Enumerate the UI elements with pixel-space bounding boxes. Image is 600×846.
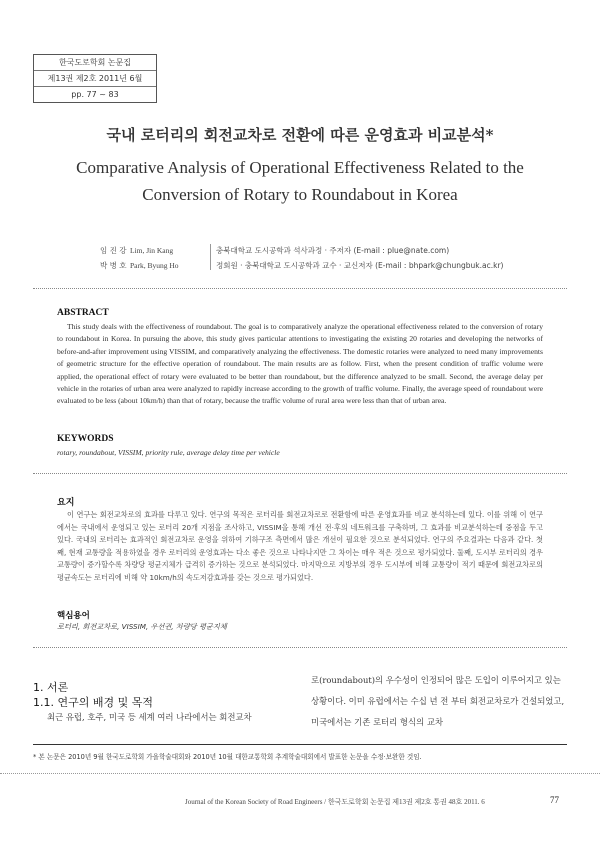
title-english-line2: Conversion of Rotary to Roundabout in Korea [142, 185, 458, 204]
journal-name: 한국도로학회 논문집 [34, 55, 156, 71]
journal-pages: pp. 77 ~ 83 [71, 90, 119, 99]
section-heading: 1. 서론 [33, 681, 69, 694]
author-name-ko: 박 병 호 [100, 261, 127, 270]
author-name-ko: 임 진 강 [100, 246, 127, 255]
author-row [100, 258, 504, 273]
footer-rule [0, 773, 600, 774]
section-divider [33, 647, 567, 648]
author-affiliation: 정회원 · 충북대학교 도시공학과 교수 · 교신저자 (E-mail : bhpark@chungbuk.ac.kr) [216, 261, 504, 270]
korean-keywords-heading: 핵심용어 [57, 611, 90, 621]
section-divider [33, 288, 567, 289]
footer-citation: Journal of the Korean Society of Road Engineers / 한국도로학회 논문집 제13권 제2호 통권 48호 2011. 6 [185, 798, 485, 806]
footnote: * 본 논문은 2010년 9월 한국도로학회 가을학술대회와 2010년 10월 대한교통학회 추계학술대회에서 발표한 논문을 수정·보완한 것임. [33, 753, 422, 761]
section-divider [33, 473, 567, 474]
author-name-en: Lim, Jin Kang [130, 246, 174, 255]
author-name-en: Park, Byung Ho [130, 261, 179, 270]
body-paragraph-right: 로(roundabout)의 우수성이 인정되어 많은 도입이 이루어지고 있는 상황이다. 이미 유럽에서는 수십 년 전 부터 회전교차로가 건설되었고, 미국에서는 기존 로터리 형식의 교차 [311, 675, 565, 727]
author-row [100, 243, 504, 258]
author-affiliation: 충북대학교 도시공학과 석사과정 · 주저자 (E-mail : plue@nate.com) [216, 246, 450, 255]
abstract-text: This study deals with the effectiveness of roundabout. The goal is to comparatively analyze the operational effectiveness related to the conversion of rotary to roundabout in Korea. In pursuing the above, this study gives particular attentions to investigating the existing 20 rotaries and developing the networks of before-and-after improvement using VISSIM, and comparatively analyzing the effectiveness. The domestic rotaries were analyzed to need many improvements of geometric structure for the effective operation of roundabout. The main results are as follow. First, when the present condition of traffic volume were applied, the operational effect of rotary were evaluated to be better than roundabout, but the difference analyzed to be small. Second, the average delay per vehicle in the rotaries of urban area were analyzed to rapidly increase according to the growth of traffic volume. Finally, the average speed of roundabout were evaluated to be less (about 10km/h) than that of rotary, because the traffic volume of rural area were less than that of urban area. [57, 322, 543, 406]
author-divider [210, 244, 211, 270]
keywords-text: rotary, roundabout, VISSIM, priority rule, average delay time per vehicle [57, 448, 280, 457]
journal-info-box [33, 54, 157, 103]
keywords-heading: KEYWORDS [57, 434, 114, 444]
korean-keywords-text: 로터리, 회전교차로, VISSIM, 우선권, 차량당 평균지체 [57, 622, 227, 631]
page-number: 77 [550, 795, 559, 805]
abstract-heading: ABSTRACT [57, 308, 109, 318]
korean-abstract-heading: 요지 [57, 498, 75, 508]
author-list [100, 243, 504, 273]
journal-volume: 제13권 제2호 2011년 6월 [34, 71, 156, 87]
title-korean: 국내 로터리의 회전교차로 전환에 따른 운영효과 비교분석* [106, 126, 494, 144]
body-paragraph-left: 최근 유럽, 호주, 미국 등 세계 여러 나라에서는 회전교차 [47, 712, 252, 722]
korean-abstract-text: 이 연구는 회전교차로의 효과를 다루고 있다. 연구의 목적은 로터리를 회전교차로로 전환함에 따른 운영효과를 비교 분석하는데 있다. 이를 위해 이 연구에서는 국내에서 운영되고 있는 로터리 20개 지점을 조사하고, VISSIM을 통해 개선 전·후의 네트워크를 구축하며, 그 효과를 비교분석하는데 중점을 두고 있다. 국내의 로터리는 효과적인 회전교차로 운영을 위하여 기하구조 측면에서 많은 개선이 필요한 것으로 분석되었다. 연구의 주요결과는 다음과 같다. 첫째, 현재 교통량을 적용하였을 경우 로터리의 운영효과는 다소 좋은 것으로 나타나지만 그 차이는 매우 적은 것으로 평가되었다. 둘째, 도시부 로터리의 경우 교통량이 증가할수록 차량당 평균지체가 급격히 증가하는 것으로 분석되었다. 마지막으로 지방부의 경우 도시부에 비해 교통량이 적기 때문에 회전교차로의 평균속도는 로터리에 비해 약 10km/h의 속도저감효과를 갖는 것으로 평가되었다. [57, 510, 543, 582]
title-english-line1: Comparative Analysis of Operational Effectiveness Related to the [76, 158, 524, 177]
subsection-heading: 1.1. 연구의 배경 및 목적 [33, 696, 153, 709]
footnote-rule [33, 744, 567, 745]
